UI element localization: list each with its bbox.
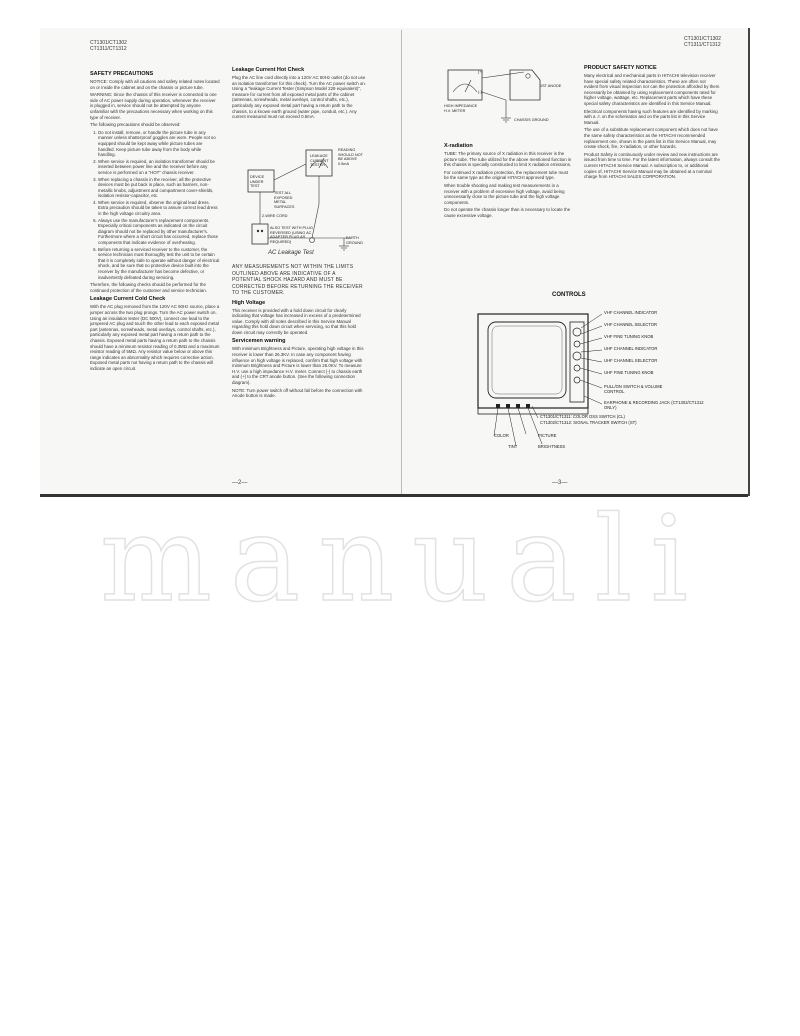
xray-p4: Do not operate the chassis longer than is necessary to locate the cause excessive voltage. bbox=[444, 207, 571, 218]
control-picture-label: PICTURE bbox=[538, 433, 557, 438]
servicemen-title: Servicemen warning bbox=[232, 338, 286, 345]
safety-intro: The following precautions should be observed: bbox=[90, 122, 181, 128]
safety-item: 5. Always use the manufacturer's replacement components. Especially critical components as indicated on the circuit diagram should not be replaced by other manufacturer's. Furthermore where a short circuit has occurred, replace those components that indicate evidence of overheating. bbox=[98, 218, 220, 246]
switch-label-1: CT1301/CT1311: COLOR OSS SWITCH (CL) bbox=[540, 414, 625, 419]
safety-notice: NOTICE: Comply with all cautions and safety related notes located on or inside the cabinet and on the chassis or picture tube. bbox=[90, 79, 220, 90]
model-ref-left: CT1301/CT1302 CT1311/CT1312 bbox=[90, 40, 127, 52]
control-label: UHF CHANNEL INDICATOR bbox=[604, 346, 658, 351]
cold-check-body: With the AC plug removed from the 120V AC 60Hz source, place a jumper across the two plug prongs. Turn the AC power switch on. Using an insulation tester (DC 500V), connect one lead to the jumpered AC plug and touch the other lead to each exposed metal part (antennas, screwheads, metal overlays, control shafts, etc.), particularly any exposed metal part having a return path to the chassis. Exposed metal parts having a return path to the chassis should have a minimum resistor reading of 0.3MΩ and a maximum resistor reading of 5MΩ. Any resistor value below or above this range indicates an abnormality which requires corrective action. Exposed metal parts not having a return path to the chassis will indicate an open circuit. bbox=[90, 304, 220, 371]
safety-list bbox=[90, 130, 220, 280]
control-label: EARPHONE & RECORDING JACK (CT1302/CT1312 ONLY) bbox=[604, 400, 704, 410]
control-color-label: COLOR bbox=[494, 433, 509, 438]
product-safety-title: PRODUCT SAFETY NOTICE bbox=[584, 65, 657, 71]
fig1-ground-label: EARTH GROUND bbox=[346, 236, 363, 245]
fig1-reading-label: READING SHOULD NOT BE ABOVE 0.5mA bbox=[338, 148, 363, 166]
xray-p2: For continued X radiation protection, the replacement tube must be the same type as the original HITACHI approved type. bbox=[444, 169, 568, 181]
xray-title: X-radiation bbox=[444, 143, 473, 149]
servicemen-body: With minimum Brightness and Picture, operating high voltage in this receiver is lower than 26.3KV. In case any component having influence on high voltage is replaced, confirm that high voltage with minimum Brightness and Picture is lower than 26.0KV. To measure H.V. use a high impedance H.V. meter. Connect (-) to chassis earth and (+) to the CRT anode button. (See the following connection diagram). bbox=[232, 346, 364, 386]
page-number-right: —3— bbox=[552, 480, 568, 486]
fig1-device-label: DEVICE UNDER TEST bbox=[250, 175, 265, 188]
product-safety-p4: Product Safety is continuously under review and new instructions are issued from time to time. For the latest information, always consult the current HITACHI Service Manual. A subscription to, or additional copies of, HITACHI Service Manual may be obtained at a nominal charge from HITACHI SALES CORPORATION. bbox=[584, 151, 720, 180]
page-number-left: —2— bbox=[232, 480, 248, 486]
control-tint-label: TINT bbox=[508, 444, 518, 449]
fig2-plus-label: (+) bbox=[478, 70, 483, 74]
control-label: UHF CHANNEL SELECTOR bbox=[604, 358, 658, 363]
fig2-anode-label: 1ST ANODE bbox=[540, 84, 562, 88]
high-voltage-title: High Voltage bbox=[232, 299, 266, 306]
fig1-tester-label: LEAKAGE CURRENT TESTER bbox=[310, 154, 329, 167]
safety-title: SAFETY PRECAUTIONS bbox=[90, 71, 154, 77]
safety-item: 4. When service is required, observe the original lead dress. Extra precaution should be taken to assure correct lead dress in the high voltage circuitry area. bbox=[98, 200, 220, 217]
control-label: VHF CHANNEL INDICATOR bbox=[604, 310, 658, 315]
fig1-test-all-label: TEST ALL EXPOSED METAL SURFACES bbox=[274, 191, 295, 209]
fig2-meter-label: HIGH IMPEDANCE H.V. METER bbox=[444, 104, 478, 113]
hot-check-title: Leakage Current Hot Check bbox=[232, 67, 305, 73]
fig1-cord-label: 2-WIRE CORD bbox=[262, 214, 288, 218]
xray-tube: TUBE: The primary source of X radiation in this receiver is the picture tube. The tube utilized for the above mentioned function in this chassis is specially constructed to limit X radiation emissions. bbox=[444, 151, 572, 168]
xray-p3: When trouble shooting and making test measurements in a receiver with a problem of excessive high voltage, avoid being unnecessarily close to the picture tube and the high voltage components. bbox=[444, 182, 565, 205]
servicemen-note: NOTE: Turn power switch off without fail before the connection with Anode button is made. bbox=[232, 387, 363, 399]
hot-check-body: Plug the AC line cord directly into a 120V AC 60Hz outlet (do not use an isolation transformer for this check). Turn the AC power switch on. Using a "leakage Current Tester (Simpson Model 229 equivalent)", measure for current from all exposed metal parts of the cabinet (antennas, screwheads, metal overlays, control shafts, etc.), particularly any exposed metal part having a return path to the chassis, to a known earth ground (water pipe, conduit, etc.). Any current measured must not exceed 0.5mA. bbox=[232, 75, 366, 120]
fig1-caption: AC Leakage Test bbox=[268, 250, 314, 256]
any-measurements-warning: ANY MEASUREMENTS NOT WITHIN THE LIMITS OUTLINED ABOVE ARE INDICATIVE OF A POTENTIAL SHOCK HAZARD AND MUST BE CORRECTED BEFORE RETURNING THE RECEIVER TO THE CUSTOMER. bbox=[232, 264, 363, 296]
product-safety-p3: The use of a substitute replacement component which does not have the same safety characteristics as the HITACHI recommended replacement one, shown in the parts list in this Service Manual, may create shock, fire, X-radiation, or other hazards. bbox=[584, 127, 718, 150]
control-label: PULL/ON SWITCH & VOLUME CONTROL bbox=[604, 384, 663, 394]
cold-check-title: Leakage Current Cold Check bbox=[90, 296, 166, 303]
tv-controls-diagram bbox=[476, 308, 716, 456]
safety-item: 1. Do not install, remove, or handle the picture tube in any manner unless shatterproof goggles are worn. People not so equipped should be kept away while picture tubes are handled. Keep picture tube away from the body while handling. bbox=[98, 130, 220, 158]
product-safety-p1: Many electrical and mechanical parts in HITACHI television receiver have special safety related characteristics. These are often not evident from visual inspection nor can the protection afforded by them necessarily be obtained by using replacement components rated for higher voltage, wattage, etc. Replacement parts which have these special safety characteristics are identified in this Service Manual. bbox=[584, 73, 720, 106]
control-label: VHF CHANNEL SELECTOR bbox=[604, 322, 658, 327]
product-safety-column bbox=[584, 62, 720, 182]
page-fold bbox=[401, 30, 402, 494]
control-label: UHF FINE TUNING KNOB bbox=[604, 370, 654, 375]
controls-title: CONTROLS bbox=[552, 292, 586, 298]
control-label: VHF FINE TUNING KNOB bbox=[604, 334, 654, 339]
model-ref-right: CT1301/CT1302 CT1311/CT1312 bbox=[684, 36, 721, 48]
safety-item: 3. When replacing a chassis in the receiver, all the protective devices must be put back in place, such as barriers, non-metallic knobs, adjustment and compartment cover-shields, isolation resistor-capacitor, etc. bbox=[98, 177, 220, 199]
safety-therefore: Therefore, the following checks should be performed for the continued protection of the customer and service technician. bbox=[90, 282, 207, 293]
left-lower-column bbox=[232, 264, 366, 401]
switch-label-2: CT1302/CT1312: SIGNAL TRACKER SWITCH (ST) bbox=[540, 420, 637, 425]
product-safety-p2: Electrical components having such features are identified by marking with a ⚠ on the schematics and on the parts list in this Service Manual. bbox=[584, 108, 718, 125]
safety-column bbox=[90, 68, 220, 374]
fig2-ground-label: CHASSIS GROUND bbox=[514, 118, 549, 122]
fig2-minus-label: (-) bbox=[478, 90, 482, 94]
hot-check-column bbox=[232, 64, 366, 122]
hv-connection-diagram bbox=[440, 66, 570, 138]
safety-item: 6. Before returning a serviced receiver to the customer, the service technician must thoroughly test the unit to be certain that it is completely safe to operate without danger of electrical shock, and be sure that no protective device built into the receiver by the manufacturer has become defective, or inadvertently defeated during servicing. bbox=[98, 247, 220, 281]
fig1-outlet-label: ALSO TEST WITH PLUG REVERSED (USING AC ADAPTER PLUG AS REQUIRED) bbox=[270, 226, 313, 244]
high-voltage-body: This receiver is provided with a hold down circuit for clearly indicating that voltage has increased in excess of a predetermined value. Comply with all notes described in this Service Manual regarding this hold down circuit when servicing, so that this hold down circuit may correctly be operated. bbox=[232, 307, 361, 335]
safety-item: 2. When service is required, an isolation transformer should be inserted between power line and the receiver before any service is performed on a "HOT" chassis receiver. bbox=[98, 159, 220, 176]
watermark-text: manuali bbox=[100, 490, 707, 628]
safety-warning: WARNING: Since the chassis of this receiver is connected to one side of AC power supply during operation, whenever the receiver is plugged in, service should not be attempted by anyone unfamiliar with the precautions necessary when working on this type of receiver. bbox=[90, 92, 217, 120]
xray-column bbox=[444, 140, 574, 221]
control-brightness-label: BRIGHTNESS bbox=[538, 444, 566, 449]
